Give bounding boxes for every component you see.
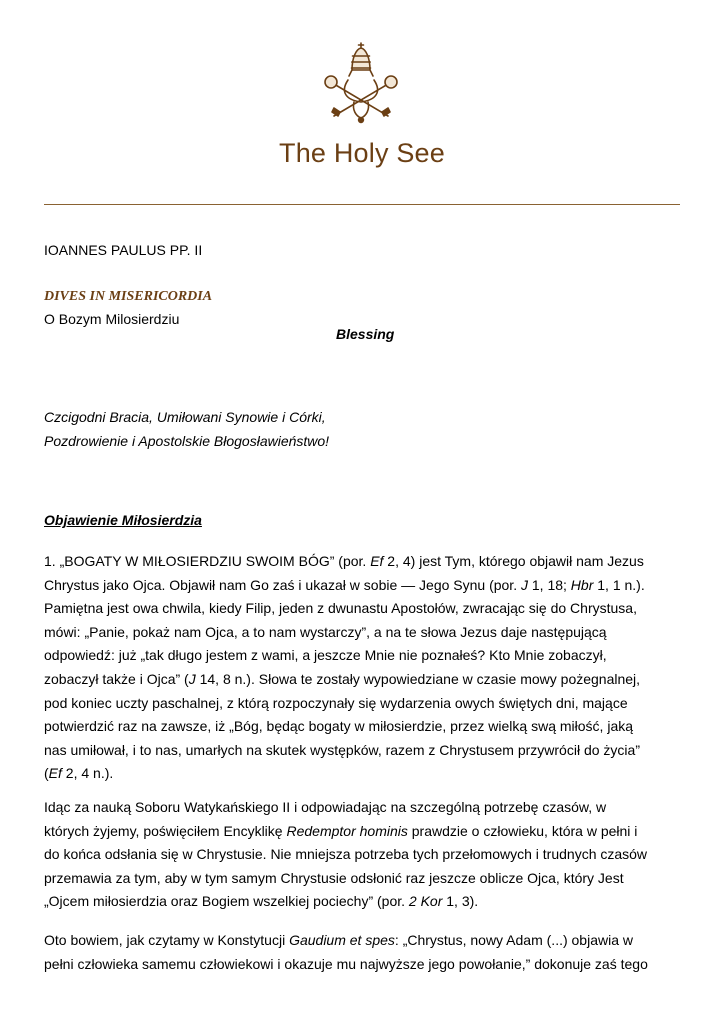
text: 1. „BOGATY W MIŁOSIERDZIU SWOIM BÓG” (por. bbox=[44, 553, 371, 569]
text: „Ojcem miłosierdzia oraz Bogiem wszelkiej pociechy” (por. bbox=[44, 893, 409, 910]
document-title: DIVES IN MISERICORDIA bbox=[44, 289, 213, 304]
paragraph-line: odpowiedź: już „tak długo jestem z wami, a jeszcze Mnie nie poznałeś? Kto Mnie zobaczył, bbox=[44, 647, 607, 664]
text: 14, 8 n.). Słowa te zostały wypowiedziane w czasie mowy pożegnalnej, bbox=[195, 670, 641, 687]
paragraph-line bbox=[44, 890, 684, 914]
text: 2, 4 n.). bbox=[61, 765, 114, 782]
paragraph-line bbox=[44, 929, 684, 953]
text: których żyjemy, poświęciłem Encyklikę bbox=[44, 822, 287, 839]
paragraph-line: nas umiłował, i to nas, umarłych na skutek występków, razem z Chrystusem przywrócił do życia” bbox=[44, 741, 640, 758]
scripture-ref: Hbr bbox=[570, 576, 594, 593]
paragraph-line: potwierdzić raz na zawsze, iż „Bóg, będąc bogaty w miłosierdzie, przez wielką swą miłość, jaką bbox=[44, 718, 634, 735]
paragraph-line: Pamiętna jest owa chwila, kiedy Filip, jeden z dwunastu Apostołów, zwracając się do Chrystusa, bbox=[44, 600, 637, 617]
paragraph-line bbox=[44, 762, 684, 786]
paragraph-3 bbox=[44, 929, 684, 976]
paragraph-line: Idąc za nauką Soboru Watykańskiego II i odpowiadając na szczególną potrzebę czasów, w bbox=[44, 799, 607, 815]
paragraph-line: przemawia za tym, aby w tym samym Chrystusie odsłonić raz jeszcze oblicze Ojca, który Jest bbox=[44, 869, 624, 886]
paragraph-2 bbox=[44, 796, 684, 914]
salutation-line: Pozdrowienie i Apostolskie Błogosławieństwo! bbox=[44, 433, 330, 449]
paragraph-line: do końca odsłania się w Chrystusie. Nie mniejsza potrzeba tych przełomowych i trudnych czasów bbox=[44, 846, 648, 863]
text: 1, 3). bbox=[442, 893, 479, 910]
papal-keys-tiara-emblem-icon[interactable] bbox=[318, 40, 404, 124]
text: Chrystus jako Ojca. Objawił nam Go zaś i ukazał w sobie — Jego Synu (por. bbox=[44, 576, 521, 593]
scripture-ref: Ef bbox=[48, 765, 62, 782]
text: prawdzie o człowieku, która w pełni i bbox=[407, 822, 638, 839]
document-author: IOANNES PAULUS PP. II bbox=[44, 242, 203, 258]
paragraph-line bbox=[44, 574, 684, 598]
text: ( bbox=[44, 765, 49, 782]
paragraph-line: mówi: „Panie, pokaż nam Ojca, a to nam wystarczy”, a na te słowa Jezus daje następującą bbox=[44, 623, 607, 640]
paragraph-line: pełni człowieka samemu człowiekowi i okazuje mu najwyższe jego powołanie,” dokonuje zaś tego bbox=[44, 955, 648, 972]
text: 1, 18; bbox=[527, 576, 571, 593]
site-title[interactable]: The Holy See bbox=[279, 138, 445, 168]
site-header bbox=[0, 0, 724, 210]
paragraph-1 bbox=[44, 550, 684, 786]
section-heading: Objawienie Miłosierdzia bbox=[44, 512, 202, 528]
constitution-title: Gaudium et spes bbox=[289, 932, 395, 948]
scripture-ref: J bbox=[188, 670, 196, 687]
paragraph-line bbox=[44, 550, 684, 574]
paragraph-line bbox=[44, 820, 684, 844]
paragraph-line bbox=[44, 668, 684, 692]
scripture-ref: 2 Kor bbox=[408, 893, 443, 910]
text: : „Chrystus, nowy Adam (...) objawia w bbox=[394, 932, 633, 948]
document-subtitle: O Bozym Milosierdziu bbox=[44, 311, 180, 327]
scripture-ref: Ef bbox=[370, 553, 384, 569]
salutation bbox=[44, 405, 329, 453]
paragraph-line: pod koniec uczty paschalnej, z którą rozpoczynały się wydarzenia owych świętych dni, mające bbox=[44, 694, 628, 711]
header-divider bbox=[44, 204, 680, 205]
blessing-label: Blessing bbox=[336, 326, 395, 342]
scripture-ref: J bbox=[520, 576, 528, 593]
text: 1, 1 n.). bbox=[593, 576, 645, 593]
encyclical-title: Redemptor hominis bbox=[286, 822, 408, 839]
text: Oto bowiem, jak czytamy w Konstytucji bbox=[44, 932, 290, 948]
salutation-line: Czcigodni Bracia, Umiłowani Synowie i Córki, bbox=[44, 409, 326, 425]
text: zobaczył także i Ojca” ( bbox=[44, 670, 189, 687]
text: 2, 4) jest Tym, którego objawił nam Jezus bbox=[383, 553, 644, 569]
